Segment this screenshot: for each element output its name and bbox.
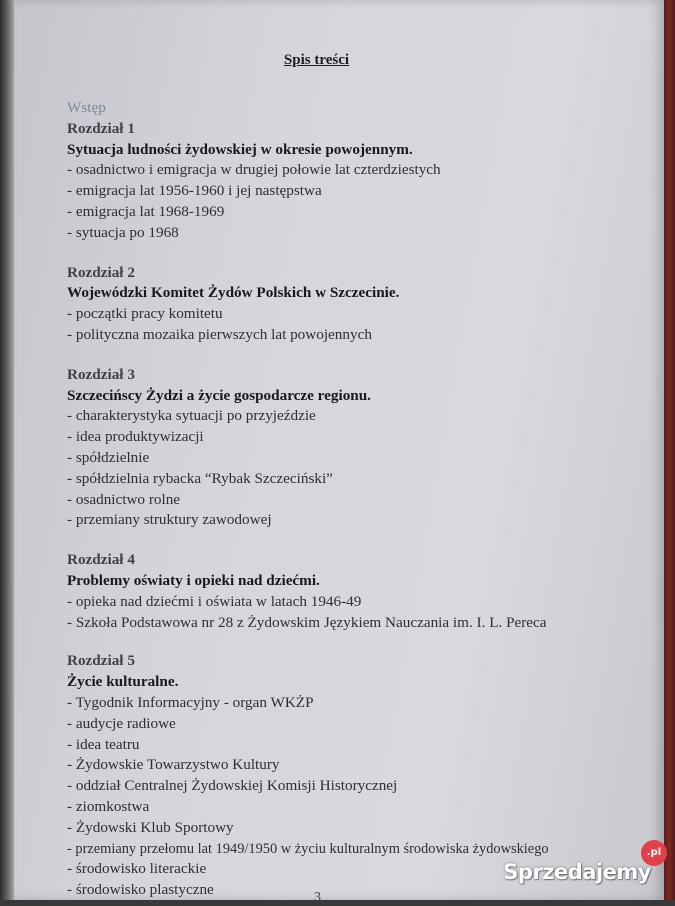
toc-content	[67, 98, 627, 901]
chapter-label: Rozdział 2	[67, 263, 135, 281]
chapter-item: - sytuacja po 1968	[67, 223, 179, 241]
page-number: 3	[314, 890, 321, 905]
chapter-item: - środowisko plastyczne	[67, 881, 214, 899]
toc-title: Spis treści	[283, 52, 350, 68]
chapter-title: Problemy oświaty i opieki nad dziećmi.	[67, 571, 320, 589]
chapter-item: - Żydowskie Towarzystwo Kultury	[67, 756, 280, 774]
chapter-section-1	[67, 119, 627, 244]
chapter-title: Życie kulturalne.	[67, 673, 179, 691]
chapter-item: - idea produktywizacji	[67, 428, 204, 446]
chapter-item: - Szkoła Podstawowa nr 28 z Żydowskim Językiem Nauczania im. I. L. Pereca	[67, 613, 547, 631]
chapter-label: Rozdział 5	[67, 652, 135, 670]
chapter-label: Rozdział 4	[67, 551, 135, 569]
watermark-logo-badge: .pl	[641, 840, 667, 866]
chapter-item: - opieka nad dziećmi i oświata w latach 1946-49	[67, 592, 362, 610]
chapter-item: - przemiany struktury zawodowej	[67, 511, 272, 529]
chapter-item: - polityczna mozaika pierwszych lat powojennych	[67, 325, 372, 343]
chapter-item: - audycje radiowe	[67, 714, 176, 732]
chapter-item: - początki pracy komitetu	[67, 305, 223, 323]
chapter-item: - Żydowski Klub Sportowy	[67, 818, 234, 836]
chapter-section-2	[67, 263, 627, 346]
book-page	[14, 0, 664, 905]
watermark-logo: Sprzedajemy	[503, 860, 651, 884]
book-cover-edge	[664, 0, 675, 900]
chapter-title: Sytuacja ludności żydowskiej w okresie powojennym.	[67, 140, 413, 158]
chapter-title: Wojewódzki Komitet Żydów Polskich w Szczecinie.	[67, 284, 400, 302]
chapter-item: - środowisko literackie	[67, 860, 207, 878]
chapter-item: - idea teatru	[67, 735, 140, 753]
chapter-item: - osadnictwo rolne	[67, 490, 181, 508]
chapter-item: - ziomkostwa	[67, 797, 150, 815]
chapter-item: - emigracja lat 1968-1969	[67, 202, 225, 220]
book-left-edge	[0, 0, 14, 900]
chapter-item: - osadnictwo i emigracja w drugiej połowie lat czterdziestych	[67, 161, 441, 179]
chapter-item: - emigracja lat 1956-1960 i jej następstwa	[67, 182, 322, 200]
chapter-item: - charakterystyka sytuacji po przyjeździe	[67, 407, 316, 425]
chapter-label: Rozdział 3	[67, 365, 135, 383]
chapter-item: - Tygodnik Informacyjny - organ WKŻP	[67, 693, 314, 711]
chapter-item: - spółdzielnia rybacka “Rybak Szczeciński”	[67, 469, 333, 487]
toc-intro: Wstęp	[67, 99, 106, 116]
chapter-section-3	[67, 365, 627, 531]
chapter-label: Rozdział 1	[67, 119, 135, 137]
chapter-item: - spółdzielnie	[67, 448, 150, 466]
chapter-item: - przemiany przełomu lat 1949/1950 w życiu kulturalnym środowiska żydowskiego	[67, 840, 549, 857]
chapter-section-4	[67, 550, 627, 633]
chapter-item: - oddział Centralnej Żydowskiej Komisji Historycznej	[67, 777, 398, 795]
chapter-title: Szczecińscy Żydzi a życie gospodarcze regionu.	[67, 386, 371, 404]
